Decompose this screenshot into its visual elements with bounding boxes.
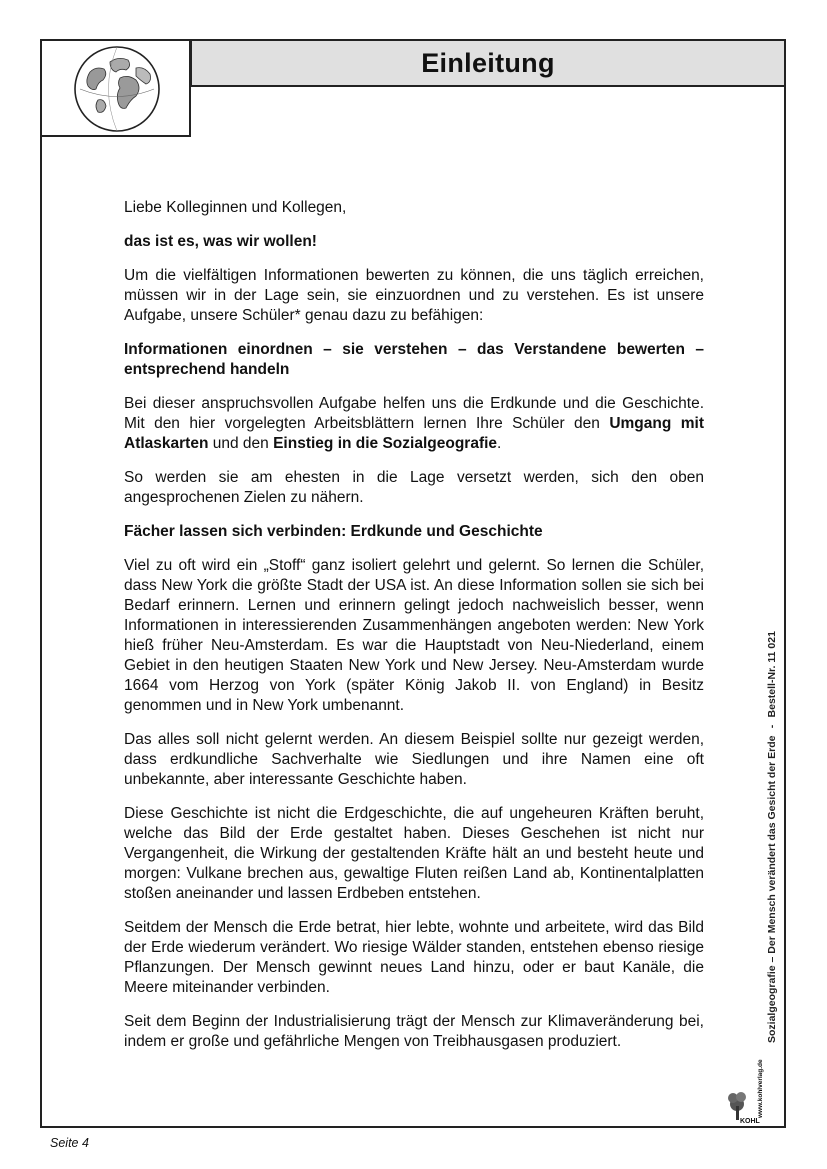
side-caption (766, 631, 778, 1043)
emphasis-atlas: Umgang mit Atlaskarten (124, 415, 704, 452)
paragraph: So werden sie am ehesten in die Lage versetzt werden, sich den oben angesprochenen Zielen zu nähern. (124, 469, 704, 506)
paragraph: Seit dem Beginn der Industrialisierung trägt der Mensch zur Klimaveränderung bei, indem er große und gefährliche Mengen von Treibhausgasen produziert. (124, 1013, 704, 1050)
intro-heading: das ist es, was wir wollen! (124, 233, 317, 250)
text-run: und den (208, 435, 274, 452)
paragraph: Diese Geschichte ist nicht die Erdgeschichte, die auf ungeheuren Kräften beruht, welche das Bild der Erde gestaltet haben. Dieses Geschehen ist nicht nur Vergangenheit, die Wirkung der gestaltenden Kräfte hält an und besteht heute und morgen: Vulkane brechen aus, gewaltige Fluten reißen Land ab, Kontinentalplatten stoßen aneinander und lassen Erdbeben entstehen. (124, 805, 704, 902)
order-number: Bestell-Nr. 11 021 (766, 631, 778, 718)
publisher-url: www.kohlverlag.de (757, 1059, 764, 1118)
book-title: Sozialgeografie – Der Mensch verändert das Gesicht der Erde (766, 735, 778, 1043)
header-icon-box (40, 39, 191, 137)
paragraph: Um die vielfältigen Informationen bewerten zu können, die uns täglich erreichen, müssen wir in der Lage sein, sie einzuordnen und zu verstehen. Es ist unsere Aufgabe, unsere Schüler* genau dazu zu befähigen: (124, 267, 704, 324)
publisher-name: KOHL (740, 1118, 760, 1125)
emphasis-sozialgeografie: Einstieg in die Sozialgeografie (273, 435, 498, 452)
paragraph-with-emphasis (124, 394, 704, 454)
page-number: Seite 4 (50, 1136, 89, 1150)
goal-heading: Informationen einordnen – sie verstehen – das Verstandene bewerten – entsprechend handeln (124, 341, 704, 378)
greeting: Liebe Kolleginnen und Kollegen, (124, 199, 347, 216)
text-run: . (497, 435, 502, 452)
paragraph: Viel zu oft wird ein „Stoff“ ganz isoliert gelehrt und gelernt. So lernen die Schüler, dass New York die größte Stadt der USA ist. An diese Information sollen sie sich bei Bedarf erinnern. Lernen und erinnern gelingt jedoch nachweislich besser, wenn Informationen in interessierenden Zusammenhängen angeboten werden: New York hieß früher Neu-Amsterdam. Es war die Hauptstadt von Neu-Niederland, einem Gebiet in den heutigen Staaten New York und New Jersey. Neu-Amsterdam wurde 1664 vom Herzog von York (später König Jakob II. von England) in Besitz genommen und in New York umbenannt. (124, 557, 704, 714)
body-text (124, 198, 704, 1066)
title-bar (190, 39, 786, 87)
paragraph: Das alles soll nicht gelernt werden. An diesem Beispiel sollte nur gezeigt werden, dass erdkundliche Sachverhalte wie Siedlungen und ihre Namen eine oft unbekannte, aber interessante Geschichte haben. (124, 731, 704, 788)
text-run: Bei dieser anspruchsvollen Aufgabe helfen uns die Erdkunde und die Geschichte. Mit den hier vorgelegten Arbeitsblättern lernen Ihre Schüler den (124, 395, 704, 432)
kohl-verlag-logo (727, 1048, 777, 1124)
tree-icon (727, 1048, 760, 1125)
page-title: Einleitung (421, 47, 555, 78)
section-heading: Fächer lassen sich verbinden: Erdkunde und Geschichte (124, 523, 543, 540)
paragraph: Seitdem der Mensch die Erde betrat, hier lebte, wohnte und arbeitete, wird das Bild der Erde wiederum verändert. Wo riesige Wälder standen, entstehen ebenso riesige Pflanzungen. Der Mensch gewinnt neues Land hinzu, oder er baut Kanäle, die Meere miteinander verbinden. (124, 919, 704, 996)
globe-icon (70, 44, 164, 134)
side-separator: - (766, 724, 778, 729)
